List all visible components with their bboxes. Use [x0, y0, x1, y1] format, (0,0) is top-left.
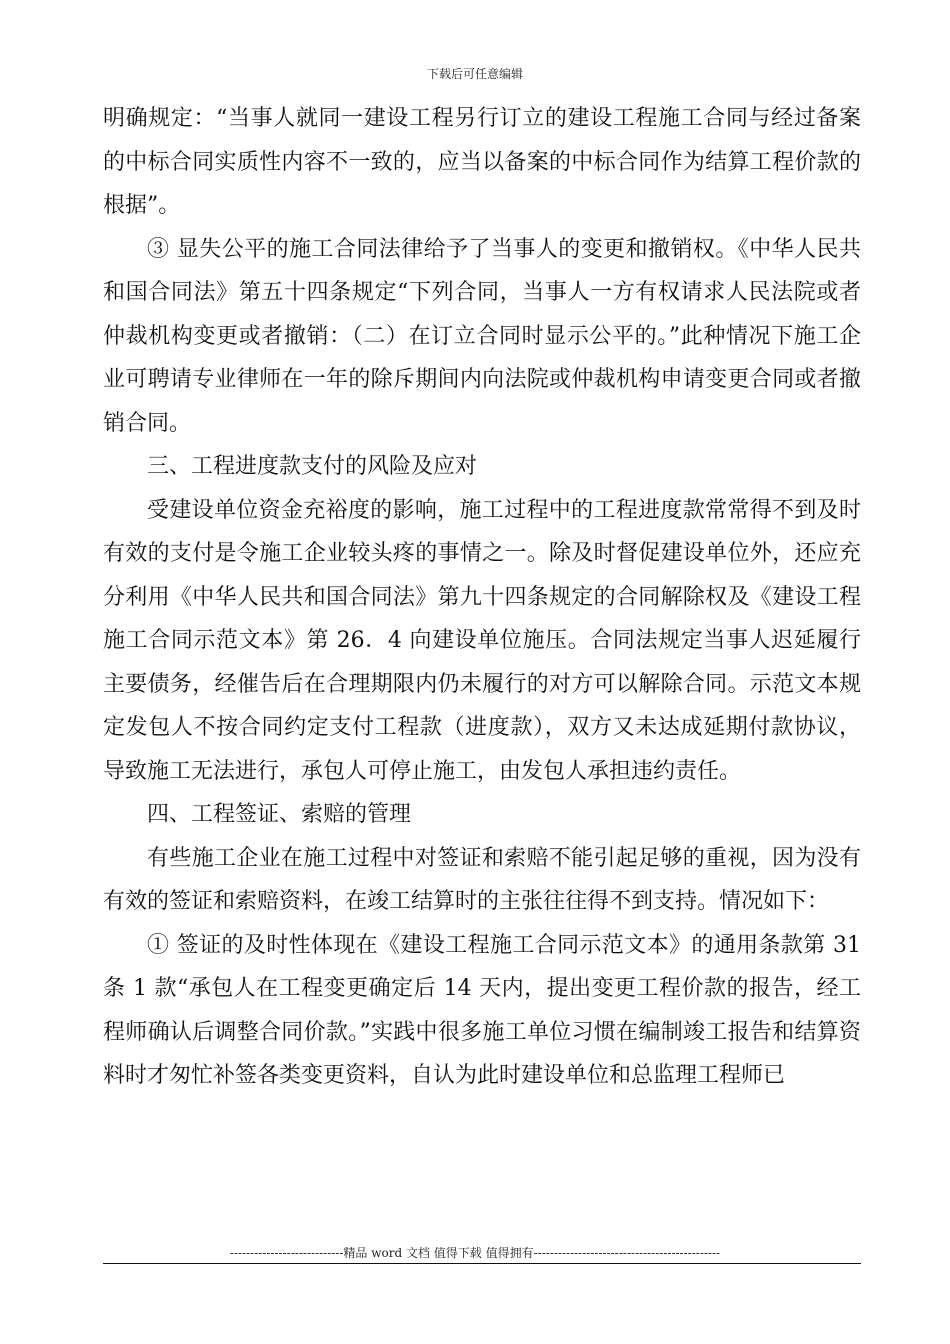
- section-heading-progress-payment: 三、工程进度款支付的风险及应对: [147, 454, 478, 479]
- paragraph-visa-timeliness: ① 签证的及时性体现在《建设工程施工合同示范文本》的通用条款第 31 条 1 款“承包人在工程变更确定后 14 天内，提出变更工程价款的报告，经工程师确认后调整合同价款。”实践中很多施工单位习惯在编制竣工报告和结算资料时才匆忙补签各类变更资料，自认为此时建设单位和总监理工程师已: [103, 932, 861, 1088]
- paragraph-progress-payment: 受建设单位资金充裕度的影响，施工过程中的工程进度款常常得不到及时有效的支付是令施工企业较头疼的事情之一。除及时督促建设单位外，还应充分利用《中华人民共和国合同法》第九十四条规定的合同解除权及《建设工程施工合同示范文本》第 26．4 向建设单位施压。合同法规定当事人迟延履行主要债务，经催告后在合理期限内仍未履行的对方可以解除合同。示范文本规定发包人不按合同约定支付工程款（进度款），双方又未达成延期付款协议，导致施工无法进行，承包人可停止施工，由发包人承担违约责任。: [103, 497, 861, 784]
- paragraph-visa-intro: 有些施工企业在施工过程中对签证和索赔不能引起足够的重视，因为没有有效的签证和索赔资料，在竣工结算时的主张往往得不到支持。情况如下：: [103, 845, 861, 914]
- document-body: [103, 97, 861, 1098]
- paragraph-filing-rule: 明确规定：“当事人就同一建设工程另行订立的建设工程施工合同与经过备案的中标合同实质性内容不一致的，应当以备案的中标合同作为结算工程价款的根据”。: [103, 106, 861, 218]
- page-footer: ----------------------------精品 word 文档 值得下载 值得拥有----------------------------------------------: [229, 1246, 721, 1260]
- page-header: 下载后可任意编辑: [426, 67, 523, 81]
- section-heading-visa-claims: 四、工程签证、索赔的管理: [147, 802, 412, 827]
- paragraph-unfair-contract: ③ 显失公平的施工合同法律给予了当事人的变更和撤销权。《中华人民共和国合同法》第五十四条规定“下列合同，当事人一方有权请求人民法院或者仲裁机构变更或者撤销：（二）在订立合同时显示公平的。”此种情况下施工企业可聘请专业律师在一年的除斥期间内向法院或仲裁机构申请变更合同或者撤销合同。: [103, 236, 861, 436]
- footer-divider: [103, 1263, 861, 1264]
